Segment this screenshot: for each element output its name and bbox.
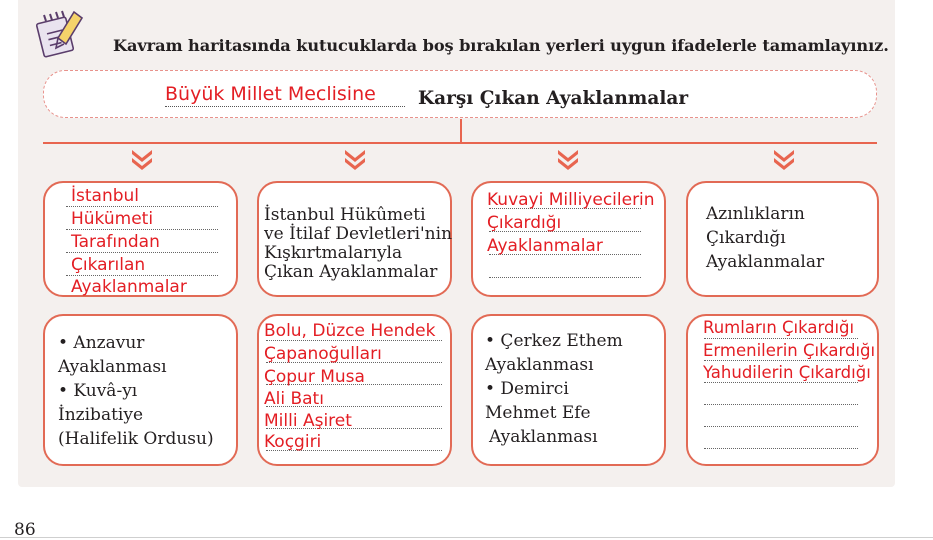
- printed-line: • Kuvâ-yı: [58, 381, 138, 401]
- printed-line: Çıkan Ayaklanmalar: [264, 262, 438, 282]
- handwritten-line: Tarafından: [71, 232, 160, 252]
- handwritten-line: Çapanoğulları: [264, 344, 382, 364]
- handwritten-line: Ermenilerin Çıkardığı: [703, 341, 876, 360]
- printed-line: • Çerkez Ethem: [485, 331, 623, 351]
- dotted-line: [66, 206, 218, 207]
- handwritten-line: Yahudilerin Çıkardığı: [703, 363, 871, 382]
- dotted-line: [66, 252, 218, 253]
- printed-line: (Halifelik Ordusu): [58, 429, 214, 449]
- title-dotted-line: [165, 106, 405, 107]
- dotted-line: [704, 404, 858, 405]
- down-arrow-icon: [343, 150, 367, 172]
- handwritten-line: İstanbul: [71, 186, 140, 206]
- title-printed: Karşı Çıkan Ayaklanmalar: [418, 88, 689, 109]
- handwritten-line: Bolu, Düzce Hendek: [264, 321, 436, 341]
- handwritten-line: Çopur Musa: [264, 367, 365, 387]
- dotted-line: [66, 229, 218, 230]
- handwritten-line: Çıkarılan: [71, 255, 146, 275]
- down-arrow-icon: [772, 150, 796, 172]
- printed-line: Ayaklanması: [489, 427, 598, 447]
- footer-divider: [0, 537, 933, 538]
- printed-line: • Demirci: [485, 379, 569, 399]
- dotted-line: [489, 277, 641, 278]
- handwritten-line: Milli Aşiret: [264, 411, 352, 431]
- handwritten-line: Ayaklanmalar: [487, 236, 603, 256]
- page-number: 86: [14, 520, 36, 540]
- dotted-line: [704, 338, 858, 339]
- printed-line: Ayaklanmalar: [706, 252, 825, 272]
- handwritten-line: Çıkardığı: [487, 213, 562, 233]
- handwritten-line: Ali Batı: [264, 389, 324, 409]
- printed-line: Kışkırtmalarıyla: [264, 243, 403, 263]
- printed-line: İnzibatiye: [58, 405, 144, 425]
- handwritten-line: Hükümeti: [71, 209, 154, 229]
- printed-line: • Anzavur: [58, 333, 145, 353]
- printed-line: Ayaklanması: [485, 355, 594, 375]
- printed-line: Mehmet Efe: [485, 403, 591, 423]
- printed-line: Azınlıkların: [706, 204, 805, 224]
- down-arrow-icon: [130, 150, 154, 172]
- handwritten-line: Rumların Çıkardığı: [703, 318, 855, 337]
- dotted-line: [704, 382, 858, 383]
- notepad-pencil-icon: [34, 6, 88, 58]
- printed-line: İstanbul Hükûmeti: [264, 205, 426, 225]
- handwritten-line: Kuvayi Milliyecilerin: [487, 190, 655, 210]
- dotted-line: [704, 360, 858, 361]
- title-handwritten: Büyük Millet Meclisine: [165, 83, 376, 105]
- connector-bar: [43, 142, 877, 144]
- down-arrow-icon: [556, 150, 580, 172]
- handwritten-line: Ayaklanmalar: [71, 277, 187, 297]
- instruction-text: Kavram haritasında kutucuklarda boş bırakılan yerleri uygun ifadelerle tamamlayınız.: [113, 36, 889, 55]
- connector-stem: [460, 119, 462, 143]
- handwritten-line: Koçgiri: [264, 432, 322, 452]
- dotted-line: [66, 275, 218, 276]
- printed-line: Ayaklanması: [58, 357, 167, 377]
- printed-line: Çıkardığı: [706, 228, 786, 248]
- dotted-line: [704, 426, 858, 427]
- dotted-line: [704, 448, 858, 449]
- printed-line: ve İtilaf Devletleri'nin: [264, 224, 453, 244]
